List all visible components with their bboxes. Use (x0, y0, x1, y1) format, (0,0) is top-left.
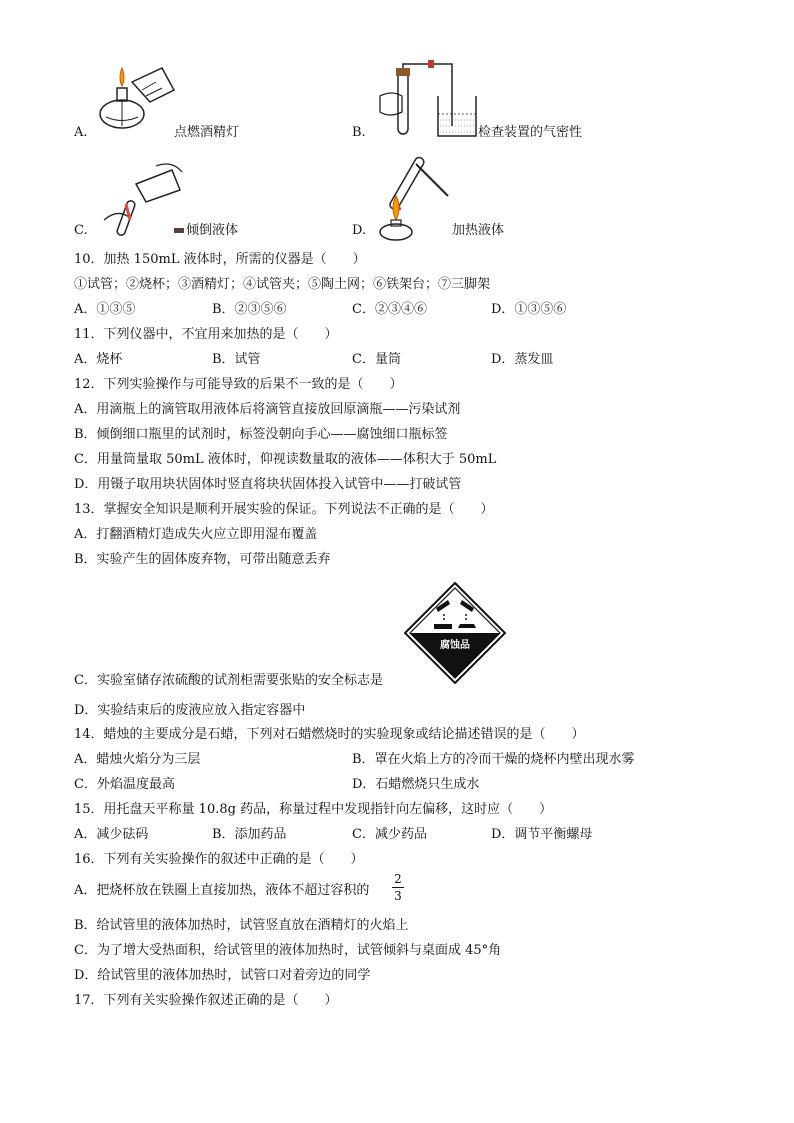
q14-stem: 14．蜡烛的主要成分是石蜡，下列对石蜡燃烧时的实验现象或结论描述错误的是（ ） (74, 727, 585, 742)
q9-option-b-caption: 检查装置的气密性 (478, 125, 583, 140)
q13-stem: 13．掌握安全知识是顺利开展实验的保证。下列说法不正确的是（ ） (74, 502, 494, 517)
q15-option-d: D．调节平衡螺母 (491, 827, 593, 842)
q13-option-d: D．实验结束后的废液应放入指定容器中 (74, 703, 306, 718)
q10-items: ①试管；②烧杯；③酒精灯；④试管夹；⑤陶土网；⑥铁架台；⑦三脚架 (74, 277, 491, 292)
q14-option-c: C．外焰温度最高 (74, 777, 175, 792)
q15-stem: 15．用托盘天平称量 10.8g 药品，称量过程中发现指针向左偏移，这时应（ ） (74, 802, 553, 817)
q11-option-d: D．蒸发皿 (491, 352, 554, 367)
q15-option-c: C．减少药品 (352, 827, 427, 842)
q15-option-b: B．添加药品 (212, 827, 287, 842)
q12-option-a: A．用滴瓶上的滴管取用液体后将滴管直接放回原滴瓶——污染试剂 (74, 402, 461, 417)
airtightness-check-illustration (374, 60, 478, 140)
fraction-numerator: 2 (394, 872, 402, 886)
corrosive-hazard-sign (404, 582, 506, 684)
q9-option-b-letter: B. (352, 125, 366, 140)
q16-option-c: C．为了增大受热面积，给试管里的液体加热时，试管倾斜与桌面成 45°角 (74, 943, 502, 958)
q12-stem: 12．下列实验操作与可能导致的后果不一致的是（ ） (74, 377, 403, 392)
q9-option-a-letter: A. (74, 125, 88, 140)
q11-option-a: A．烧杯 (74, 352, 123, 367)
q16-option-a: A．把烧杯放在铁圈上直接加热，液体不超过容积的 (74, 883, 370, 898)
fraction-denominator: 3 (394, 889, 402, 903)
q9-option-c-letter: C. (74, 223, 88, 238)
lighting-alcohol-lamp-illustration (96, 62, 178, 134)
q14-option-b: B．罩在火焰上方的冷而干燥的烧杯内壁出现水雾 (352, 752, 635, 767)
q11-option-b: B．试管 (212, 352, 261, 367)
q14-option-d: D．石蜡燃烧只生成水 (352, 777, 480, 792)
q15-option-a: A．减少砝码 (74, 827, 149, 842)
q10-option-a: A．①③⑤ (74, 302, 136, 317)
q9-option-d-letter: D. (352, 223, 367, 238)
q9-option-a-caption: 点燃酒精灯 (174, 125, 240, 140)
q9-option-d-caption: 加热液体 (452, 223, 505, 238)
q11-stem: 11．下列仪器中，不宜用来加热的是（ ） (74, 327, 338, 342)
q12-option-b: B．倾倒细口瓶里的试剂时，标签没朝向手心——腐蚀细口瓶标签 (74, 427, 448, 442)
heating-liquid-illustration (372, 150, 460, 242)
q16-fraction (392, 872, 404, 903)
q12-option-c: C．用量筒量取 50mL 液体时，仰视读数量取的液体——体积大于 50mL (74, 452, 497, 467)
q13-option-b: B．实验产生的固体废弃物，可带出随意丢弃 (74, 552, 331, 567)
fraction-bar (392, 887, 404, 888)
q13-option-c: C．实验室储存浓硫酸的试剂柜需要张贴的安全标志是 (74, 673, 383, 688)
q10-option-d: D．①③⑤⑥ (491, 302, 567, 317)
q12-option-d: D．用镊子取用块状固体时竖直将块状固体投入试管中——打破试管 (74, 477, 462, 492)
q16-option-d: D．给试管里的液体加热时，试管口对着旁边的同学 (74, 968, 371, 983)
q10-option-b: B．②③⑤⑥ (212, 302, 287, 317)
pouring-liquid-illustration (96, 160, 188, 240)
q10-stem: 10．加热 150mL 液体时，所需的仪器是（ ） (74, 252, 366, 267)
q14-option-a: A．蜡烛火焰分为三层 (74, 752, 201, 767)
q17-stem: 17．下列有关实验操作叙述正确的是（ ） (74, 993, 338, 1008)
q16-option-b: B．给试管里的液体加热时，试管竖直放在酒精灯的火焰上 (74, 918, 409, 933)
q11-option-c: C．量筒 (352, 352, 401, 367)
q9-option-c-caption: 倾倒液体 (186, 223, 239, 238)
q13-option-a: A．打翻酒精灯造成失火应立即用湿布覆盖 (74, 527, 318, 542)
q10-option-c: C．②③④⑥ (352, 302, 427, 317)
corrosive-sign-label: 腐蚀品 (440, 640, 470, 651)
q16-stem: 16．下列有关实验操作的叙述中正确的是（ ） (74, 852, 364, 867)
